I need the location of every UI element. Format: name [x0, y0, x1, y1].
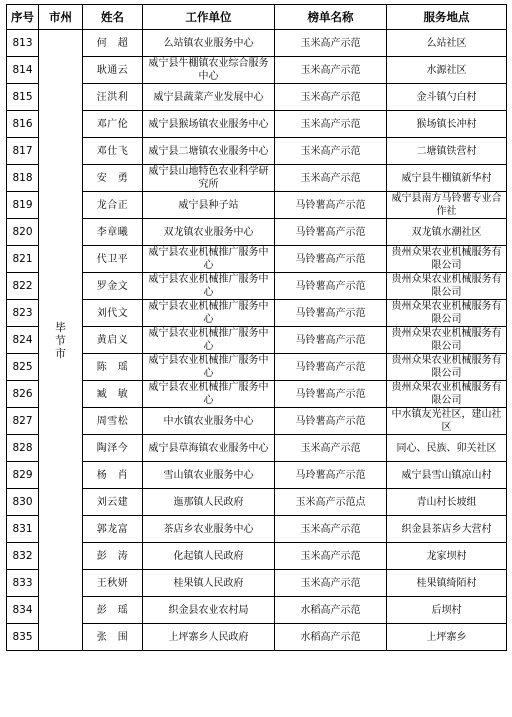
row-number: 816 — [7, 111, 39, 138]
header-name: 姓名 — [83, 5, 143, 30]
row-number: 824 — [7, 327, 39, 354]
service-place: 后坝村 — [387, 597, 507, 624]
person-name: 杨 肖 — [83, 462, 143, 489]
work-unit: 威宁县农业机械推广服务中心 — [143, 327, 275, 354]
work-unit: 化起镇人民政府 — [143, 543, 275, 570]
service-place: 中水镇友光社区，建山社区 — [387, 408, 507, 435]
list-name: 玉米高产示范 — [275, 111, 387, 138]
service-place: 同心、民族、卯关社区 — [387, 435, 507, 462]
row-number: 833 — [7, 570, 39, 597]
list-name: 玉米高产示范点 — [275, 489, 387, 516]
person-name: 刘代文 — [83, 300, 143, 327]
person-name: 罗金文 — [83, 273, 143, 300]
work-unit: 威宁县山地特色农业科学研究所 — [143, 165, 275, 192]
list-name: 马铃薯高产示范 — [275, 408, 387, 435]
service-place: 青山村长坡组 — [387, 489, 507, 516]
work-unit: 威宁县农业机械推广服务中心 — [143, 273, 275, 300]
row-number: 820 — [7, 219, 39, 246]
service-place: 水源社区 — [387, 57, 507, 84]
row-number: 825 — [7, 354, 39, 381]
person-name: 郭龙富 — [83, 516, 143, 543]
work-unit: 迤那镇人民政府 — [143, 489, 275, 516]
service-place: 二塘镇铁营村 — [387, 138, 507, 165]
service-place: 威宁县雪山镇凉山村 — [387, 462, 507, 489]
work-unit: 茶店乡农业服务中心 — [143, 516, 275, 543]
roster-table — [6, 4, 507, 651]
work-unit: 威宁县农业机械推广服务中心 — [143, 381, 275, 408]
list-name: 马铃薯高产示范 — [275, 273, 387, 300]
row-number: 817 — [7, 138, 39, 165]
work-unit: 威宁县农业机械推广服务中心 — [143, 354, 275, 381]
work-unit: 雪山镇农业服务中心 — [143, 462, 275, 489]
row-number: 832 — [7, 543, 39, 570]
service-place: 贵州众果农业机械服务有限公司 — [387, 300, 507, 327]
table-row — [7, 30, 507, 57]
row-number: 813 — [7, 30, 39, 57]
service-place: 桂果镇绮陌村 — [387, 570, 507, 597]
row-number: 823 — [7, 300, 39, 327]
list-name: 玉米高产示范 — [275, 165, 387, 192]
list-name: 马铃薯高产示范 — [275, 300, 387, 327]
work-unit: 威宁县农业机械推广服务中心 — [143, 300, 275, 327]
service-place: 猴场镇长冲村 — [387, 111, 507, 138]
work-unit: 上坪寨乡人民政府 — [143, 624, 275, 651]
person-name: 陶泽今 — [83, 435, 143, 462]
service-place: 贵州众果农业机械服务有限公司 — [387, 273, 507, 300]
person-name: 邓广伦 — [83, 111, 143, 138]
list-name: 玉米高产示范 — [275, 435, 387, 462]
header-city: 市州 — [39, 5, 83, 30]
list-name: 玉米高产示范 — [275, 57, 387, 84]
service-place: 上坪寨乡 — [387, 624, 507, 651]
person-name: 邓仕飞 — [83, 138, 143, 165]
work-unit: 桂果镇人民政府 — [143, 570, 275, 597]
table-header-row — [7, 5, 507, 30]
list-name: 马玲薯高产示范 — [275, 462, 387, 489]
service-place: 么站社区 — [387, 30, 507, 57]
service-place: 贵州众果农业机械服务有限公司 — [387, 381, 507, 408]
service-place: 龙家坝村 — [387, 543, 507, 570]
work-unit: 威宁县猴场镇农业服务中心 — [143, 111, 275, 138]
row-number: 835 — [7, 624, 39, 651]
header-list: 榜单名称 — [275, 5, 387, 30]
work-unit: 么站镇农业服务中心 — [143, 30, 275, 57]
row-number: 830 — [7, 489, 39, 516]
person-name: 黄启义 — [83, 327, 143, 354]
row-number: 815 — [7, 84, 39, 111]
person-name: 李章曦 — [83, 219, 143, 246]
work-unit: 威宁县蔬菜产业发展中心 — [143, 84, 275, 111]
city-label: 毕节市 — [55, 320, 66, 360]
row-number: 819 — [7, 192, 39, 219]
work-unit: 织金县农业农村局 — [143, 597, 275, 624]
person-name: 何 超 — [83, 30, 143, 57]
service-place: 威宁县牛棚镇新华村 — [387, 165, 507, 192]
list-name: 水稻高产示范 — [275, 597, 387, 624]
list-name: 玉米高产示范 — [275, 138, 387, 165]
person-name: 耿通云 — [83, 57, 143, 84]
row-number: 827 — [7, 408, 39, 435]
table-body — [7, 30, 507, 651]
row-number: 818 — [7, 165, 39, 192]
row-number: 822 — [7, 273, 39, 300]
service-place: 贵州众果农业机械服务有限公司 — [387, 354, 507, 381]
service-place: 贵州众果农业机械服务有限公司 — [387, 246, 507, 273]
row-number: 829 — [7, 462, 39, 489]
work-unit: 威宁县种子站 — [143, 192, 275, 219]
header-unit: 工作单位 — [143, 5, 275, 30]
person-name: 汪洪利 — [83, 84, 143, 111]
list-name: 马铃薯高产示范 — [275, 327, 387, 354]
person-name: 王秋妍 — [83, 570, 143, 597]
person-name: 张 围 — [83, 624, 143, 651]
list-name: 玉米高产示范 — [275, 570, 387, 597]
work-unit: 威宁县草海镇农业服务中心 — [143, 435, 275, 462]
person-name: 臧 敏 — [83, 381, 143, 408]
row-number: 828 — [7, 435, 39, 462]
row-number: 814 — [7, 57, 39, 84]
person-name: 安 勇 — [83, 165, 143, 192]
service-place: 织金县茶店乡大营村 — [387, 516, 507, 543]
row-number: 831 — [7, 516, 39, 543]
list-name: 马铃薯高产示范 — [275, 192, 387, 219]
work-unit: 双龙镇农业服务中心 — [143, 219, 275, 246]
person-name: 彭 瑶 — [83, 597, 143, 624]
service-place: 双龙镇水潮社区 — [387, 219, 507, 246]
service-place: 贵州众果农业机械服务有限公司 — [387, 327, 507, 354]
list-name: 玉米高产示范 — [275, 30, 387, 57]
list-name: 马铃薯高产示范 — [275, 381, 387, 408]
work-unit: 威宁县二塘镇农业服务中心 — [143, 138, 275, 165]
header-no: 序号 — [7, 5, 39, 30]
header-place: 服务地点 — [387, 5, 507, 30]
city-cell — [39, 30, 83, 651]
work-unit: 威宁县农业机械推广服务中心 — [143, 246, 275, 273]
person-name: 代卫平 — [83, 246, 143, 273]
person-name: 陈 瑶 — [83, 354, 143, 381]
list-name: 玉米高产示范 — [275, 516, 387, 543]
work-unit: 威宁县牛棚镇农业综合服务中心 — [143, 57, 275, 84]
row-number: 821 — [7, 246, 39, 273]
work-unit: 中水镇农业服务中心 — [143, 408, 275, 435]
person-name: 龙合正 — [83, 192, 143, 219]
list-name: 玉米高产示范 — [275, 84, 387, 111]
row-number: 834 — [7, 597, 39, 624]
person-name: 周雪松 — [83, 408, 143, 435]
row-number: 826 — [7, 381, 39, 408]
list-name: 马铃薯高产示范 — [275, 354, 387, 381]
list-name: 玉米高产示范 — [275, 543, 387, 570]
person-name: 彭 涛 — [83, 543, 143, 570]
service-place: 威宁县南方马铃薯专业合作社 — [387, 192, 507, 219]
list-name: 马铃薯高产示范 — [275, 246, 387, 273]
person-name: 刘云建 — [83, 489, 143, 516]
list-name: 马铃薯高产示范 — [275, 219, 387, 246]
service-place: 金斗镇勺白村 — [387, 84, 507, 111]
list-name: 水稻高产示范 — [275, 624, 387, 651]
